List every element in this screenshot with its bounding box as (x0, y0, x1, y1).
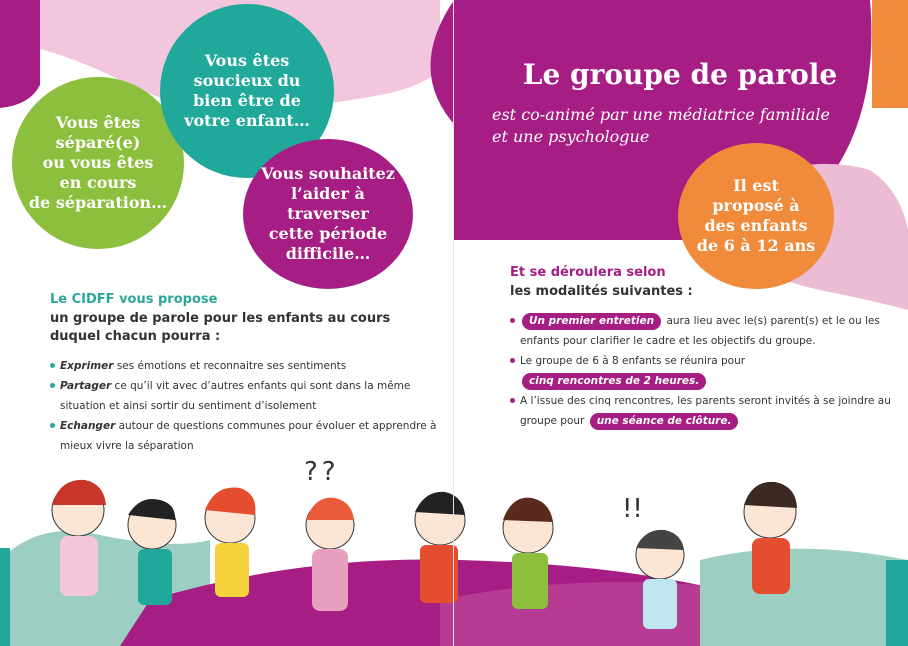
list-item (50, 356, 450, 376)
page-fold (453, 0, 454, 646)
list-item-text: ses émotions et reconnaitre ses sentiments (113, 360, 347, 372)
list-item-keyword: Exprimer (60, 360, 114, 372)
list-item-text: A l’issue des cinq rencontres, les parents seront invités à se joindre au groupe pour (520, 395, 891, 427)
right-heading-modalities: les modalités suivantes : (510, 284, 693, 299)
right-modalities-list (510, 311, 900, 431)
page-title: Le groupe de parole (522, 58, 838, 91)
list-item (510, 391, 900, 431)
left-heading-group: un groupe de parole pour les enfants au cours duquel chacun pourra : (50, 311, 391, 344)
list-item-keyword: Partager (60, 380, 112, 392)
list-item-text: ce qu’il vit avec d’autres enfants qui sont dans la même situation et ainsi sortir du sentiment d’isolement (60, 380, 411, 412)
list-item-text: autour de questions communes pour évoluer et apprendre à mieux vivre la séparation (60, 420, 437, 452)
highlight-pill: Un premier entretien (522, 313, 661, 330)
page-subtitle: est co-animé par une médiatrice familiale et une psychologue (492, 105, 830, 146)
list-item (510, 351, 900, 391)
question-marks: ?? (304, 457, 340, 487)
left-heading-cidff: Le CIDFF vous propose (50, 292, 218, 307)
left-benefits-list (50, 356, 450, 456)
list-item-keyword: Echanger (60, 420, 116, 432)
bubble-age-range: Il est proposé à des enfants de 6 à 12 ans (678, 143, 834, 289)
bubble-separation: Vous êtes séparé(e) ou vous êtes en cours de séparation… (12, 77, 184, 249)
exclamation-marks: !! (622, 494, 643, 524)
list-item (510, 311, 900, 351)
highlight-pill: une séance de clôture. (590, 413, 739, 430)
list-item-text: Le groupe de 6 à 8 enfants se réunira pour (520, 355, 746, 367)
bubble-support: Vous souhaitez l’aider à traverser cette période difficile… (243, 139, 413, 289)
list-item-text: aura lieu avec le(s) parent(s) et le ou les enfants pour clarifier le cadre et les objectifs du groupe. (520, 315, 880, 347)
bubble-wellbeing: Vous êtes soucieux du bien être de votre enfant… (160, 4, 334, 178)
highlight-pill: cinq rencontres de 2 heures. (522, 373, 706, 390)
list-item (50, 416, 450, 456)
right-heading-schedule: Et se déroulera selon (510, 265, 666, 280)
list-item (50, 376, 450, 416)
